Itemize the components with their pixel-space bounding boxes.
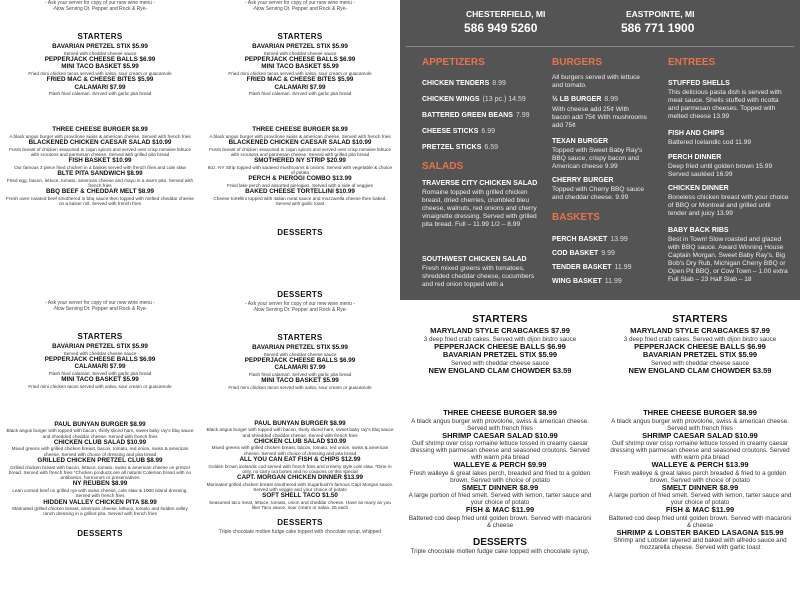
menu-item [0,356,200,364]
dark-menu-item-name: CHEESE STICKS [422,128,479,135]
wine-note: - Ask your server for copy of our new wine menu - [44,300,156,306]
menu-item-name: PEPPERJACK CHEESE BALLS $6.99 [244,356,356,364]
drink-note: -Now Serving Dr. Pepper and Rock & Rye- [52,6,148,12]
menu-item-name: BAVARIAN PRETZEL STIX $5.99 [442,350,558,359]
menu-item-desc: Served with cheddar cheese sauce [450,359,549,367]
menu-item [400,484,600,507]
burger-texan-desc: Topped with Sweet Baby Ray's BBQ sauce, crispy bacon and American cheese 9.99 [552,147,643,170]
menu-item [200,357,400,365]
menu-item-name: SMOTHERED NY STRIP $20.99 [254,157,346,165]
menu-item-desc: Fresh oven roasted beef smothered in bbq sauce then topped with melted cheddar cheese on a kaiser roll. Served with french fries [6,195,194,206]
menu-item [400,409,600,432]
menu-item-desc: Fried mini chicken tacos served with salsa, sour cream or guacamole [228,70,372,76]
menu-item-name: NEW ENGLAND CLAM CHOWDER $3.59 [628,365,772,375]
menu-item-desc: Fried mini chicken tacos served with salsa, sour cream or guacamole [228,384,372,390]
menu-item-desc: Marinated grilled chicken breast smothered with Sugarbush's famous Capt Morgan sauce. Served with veggie and your choice of potato [206,481,394,492]
burger-half-lb-desc: With cheese add 25¢ With bacon add 75¢ With mushrooms add 75¢ [552,106,647,129]
starters-list [400,327,600,375]
menu-item-desc: Fresh breast of chicken seasoned in cajun spices and served over crisp romaine lettuce with croutons and parmesan cheese. Served with grilled pita bread [9,146,191,157]
menu-item-name: PERCH & PIEROGI COMBO $13.99 [248,175,352,183]
burgers-intro: All burgers served with lettuce and tomato. [552,74,640,89]
menu-item-name: SMELT DINNER $8.99 [461,482,539,492]
entree-chicken-dinner-desc: Boneless chicken breast with your choice of BBQ or Montreal and grilled until tender and juicy 13.99 [668,194,789,217]
menu-item [200,364,400,377]
menu-item-desc: Gulf shrimp over crisp romaine lettuce tossed in creamy caesar dressing with parmesan cheese and seasoned croutons. Served with warm pita bread [610,440,790,461]
desserts-line: Triple chocolate molten fudge cake topped with chocolate syrup, whipped [218,529,382,536]
menu-item-name: BAVARIAN PRETZEL STIX $5.99 [252,344,348,351]
drink-note: -Now Serving Dr. Pepper and Rock & Rye- [252,307,348,313]
menu-item-name: CHICKEN CLUB SALAD $10.99 [53,438,147,446]
menu-item-name: SHRIMP CAESAR SALAD $10.99 [442,430,558,440]
menu-item-desc: Mixed greens with grilled chicken breast, bacon, tomato, red onion, swiss & american cheese. Served with choice of dressing and pita bread [211,445,389,456]
menu-item-name: BBQ BEEF & CHEDDAR MELT $8.99 [46,188,154,196]
dark-menu-item [552,236,628,243]
menu-item [0,439,200,457]
menu-item-name: WALLEYE & PERCH $13.99 [651,460,749,469]
menu-item [600,409,800,432]
desserts-heading: DESSERTS [277,228,323,238]
desserts-heading-top: DESSERTS [277,290,323,299]
burger-cherry-desc: Topped with Cherry BBQ sauce and cheddar cheese. 9.99 [552,186,644,201]
wine-note: - Ask your server for copy of our new wine menu - [244,0,356,6]
dark-menu-item [422,128,495,135]
menu-item-desc: A black angus burger with provolone, swiss & american cheese. Served with french fries [411,417,589,432]
menu-item-name: THREE CHEESE BURGER $8.99 [643,408,757,417]
menu-item-desc: Fresh walleye & great lakes perch breaded & fried to a golden brown. Served with choice of potato [613,469,787,484]
menu-item-name: MINI TACO BASKET $5.99 [61,63,139,71]
entree-stuffed-shells-desc: This delicious pasta dish is served with meat sauce. Shells stuffed with ricotta and parmesan cheeses. Topped with melted cheese 13.99 [668,89,782,120]
dark-menu-item-name: TENDER BASKET [552,264,612,271]
starters-heading: STARTERS [77,332,123,341]
entree-baby-back-ribs-desc: Best in Town! Slow roasted and glazed with BBQ sauce. Award Winning House Captain Morgan, Sweet Baby Ray's, Big Bob's Dry Rub, Michigan Cherry BBQ or Open Pit BBQ, or Cow Town – 1.00 extra Full Slab – 23 Half Slab – 18 [668,236,788,283]
dark-menu-item [422,112,530,119]
menu-item-name: CALAMARI $7.99 [274,83,326,91]
dark-menu-item-name: PERCH BASKET [552,236,608,243]
menu-item-desc: Mixed greens with grilled chicken breast, bacon, tomato, red onion, swiss & american cheese. Served with choice of dressing and pita bread [11,446,189,457]
menu-item-name: PEPPERJACK CHEESE BALLS $6.99 [434,341,566,351]
menu-item-name: SMELT DINNER $8.99 [661,482,739,492]
menu-item [0,126,200,139]
menu-item-name: THREE CHEESE BURGER $8.99 [252,126,348,134]
menu-item-name: MINI TACO BASKET $5.99 [261,377,339,385]
mains-list [400,409,600,529]
menu-item-name: CALAMARI $7.99 [274,364,326,372]
starters-list [600,327,800,375]
menu-item [0,139,200,157]
menu-item-name: BAKED CHEESE TORTELLINI $10.99 [245,188,355,196]
desserts-line: Triple chocolate molten fudge cake topped with chocolate syrup, [410,547,590,555]
menu-item [200,474,400,492]
dark-menu-item-price: 6.59 [484,144,499,151]
menu-item-name: THREE CHEESE BURGER $8.99 [443,408,557,417]
menu-item-name: MINI TACO BASKET $5.99 [61,376,139,384]
menu-item [0,343,200,356]
menu-item-desc: Fried lake perch and assorted pierogies. Served with a side of veggies [227,182,373,188]
menu-item [600,484,800,507]
entrees-heading: ENTREES [668,57,716,68]
location-chesterfield: CHESTERFIELD, MI [466,9,546,19]
menu-item-name: FRIED MAC & CHEESE BITES $5.99 [246,76,354,84]
menu-item [600,529,800,552]
drink-note: -Now Serving Dr. Pepper and Rock & Rye- [52,306,148,312]
menu-item-name: GRILLED CHICKEN PRETZEL CLUB $8.99 [37,457,163,465]
menu-item-name: CALAMARI $7.99 [74,363,126,371]
salad-southwest-desc: Fresh mixed greens with tomatoes, shredded cheddar cheese, cucumbers and red onion topped with a [422,265,535,288]
menu-item-name: FISH & MAC $11.99 [665,505,735,514]
dark-menu-item [552,264,632,271]
menu-item-name: HIDDEN VALLEY CHICKEN PITA $8.99 [43,498,157,506]
menu-panel-bottom-left [0,300,200,600]
menu-item-desc: Marinated grilled chicken breast, american cheese, lettuce, tomato and hidden valley ranch dressing in a grilled pita. Served with french fries [12,506,188,517]
menu-item [200,438,400,456]
menu-item [0,157,200,170]
menu-item-name: BAVARIAN PRETZEL STIX $5.99 [252,43,348,50]
menu-item-name: BAVARIAN PRETZEL STIX $5.99 [52,343,148,350]
menu-item-name: PEPPERJACK CHEESE BALLS $6.99 [44,355,156,363]
menu-item-desc: A black angus burger with provolone swiss & american cheese. Served with french fries [9,133,191,139]
entree-fish-chips-desc: Battered Icelandic cod 11.99 [668,139,752,146]
menu-item [0,499,200,517]
menu-item-name: NY REUBEN $8.99 [72,480,128,488]
menu-item-desc: Fried mini chicken tacos served with salsa, sour cream or guacamole [28,383,172,389]
menu-item [0,421,200,439]
menu-item-name: THREE CHEESE BURGER $8.99 [52,126,148,134]
desserts-heading: DESSERTS [277,518,323,528]
menu-item [200,377,400,390]
menu-item-desc: Gulf shrimp over crisp romaine lettuce tossed in creamy caesar dressing with parmesan cheese and seasoned croutons. Served with warm pita bread [410,440,590,461]
dark-menu-item-price: (13 pc.) 14.59 [482,96,526,103]
salad-traverse-city-desc: Romaine topped with grilled chicken breast, dried cherries, crumbled bleu cheese, walnuts, red onions and cherry vinaigrette dressing. Served with grilled pita bread. Full – 11.99 1/2 – 8.99 [422,189,537,228]
burger-half-lb [552,96,618,103]
menu-item [600,367,800,376]
menu-item [200,76,400,84]
menu-item [0,457,200,480]
entree-baby-back-ribs: BABY BACK RIBS [668,227,729,234]
menu-item-name: FRIED MAC & CHEESE BITES $5.99 [46,76,154,84]
starters-list [0,343,200,389]
menu-item-desc: Fresh walleye & great lakes perch, breaded and fried to a golden brown. Served with choice of potato [409,469,591,484]
menu-item [200,84,400,97]
menu-item-desc: Flash fried calamari. Served with garlic pita bread [248,371,352,377]
phone-eastpointe: 586 771 1900 [621,21,695,35]
starters-list [200,344,400,390]
burgers-heading: BURGERS [552,57,603,68]
menu-item [200,139,400,157]
menu-item-desc: Our famous 3 piece fried chicken in a basket served with french fries and cole slaw [14,164,186,170]
starters-heading: STARTERS [472,314,528,325]
menu-item-desc: A black angus burger with provolone, swiss & american cheese. Served with french fries [611,417,789,432]
menu-item [200,456,400,474]
menu-item [600,351,800,367]
menu-item [0,188,200,206]
menu-item-name: PEPPERJACK CHEESE BALLS $6.99 [634,341,766,351]
menu-item-name: CHICKEN CLUB SALAD $10.99 [253,437,347,445]
dark-menu-item-name: BATTERED GREEN BEANS [422,112,513,119]
menu-item [400,351,600,367]
starters-heading: STARTERS [277,333,323,342]
menu-item-desc: Lean corned beef on grilled rye with swiss cheese, cole slaw & 1000 island dressing. Served with french fries [12,487,188,499]
mains-list [200,126,400,206]
menu-item-desc: Fried egg, bacon, lettuce, tomato, american cheese and mayo in a warm pita. Served with french fries [6,177,194,188]
entree-perch-dinner: PERCH DINNER [668,154,722,161]
appetizers-heading: APPETIZERS [422,57,485,68]
menu-item [0,376,200,389]
menu-item-desc: 3 deep fried crab cakes. Served with dijon bistro sauce [623,335,777,343]
entree-fish-chips: FISH AND CHIPS [668,130,725,137]
menu-item [200,175,400,188]
menu-item [200,157,400,175]
menu-item-desc: Battered cod deep fried until golden brown. Served with macaroni & cheese [408,514,592,529]
dark-menu-item [422,96,526,103]
menu-item-name: BAVARIAN PRETZEL STIX $5.99 [52,43,148,50]
dark-menu-item-name: WING BASKET [552,278,602,285]
menu-panel-top-middle [200,0,400,300]
menu-item-desc: Flash fried calamari. Served with garlic pita bread [48,370,152,376]
menu-item-name: BLACKENED CHICKEN CAESAR SALAD $10.99 [228,139,372,147]
desserts-heading: DESSERTS [77,528,123,538]
menu-item-name: FISH & MAC $11.99 [465,505,535,514]
menu-item-name: CALAMARI $7.99 [74,83,126,91]
menu-panel-bottom-middle [200,290,400,600]
menu-item-desc: Golden brown icelandic cod served with french fries and creamy style cole slaw. *Dine in only, no carry out bones and no coupons on this special [208,463,392,474]
baskets-heading: BASKETS [552,212,600,223]
menu-item-desc: Grilled chicken breast with bacon, lettuce, tomato, swiss & american cheese on pretzel bread. Served with french fries *Chicken products are all natural Coleman brand with no antibiotics, hormones or preservatives [8,464,192,481]
menu-item [400,432,600,462]
dark-menu-item-price: 11.99 [614,264,632,271]
menu-item-name: PAUL BUNYAN BURGER $8.99 [254,419,346,427]
menu-panel-bottom-right-2 [600,300,800,600]
menu-item-name: FISH BASKET $10.99 [68,157,132,165]
dark-menu-item-name: CHICKEN TENDERS [422,80,490,87]
menu-item-desc: Flash fried calamari. Served with garlic pita bread [48,91,152,97]
menu-item [400,367,600,376]
wine-note: - Ask your server for copy of our new wine menu - [44,0,156,6]
menu-item [0,56,200,64]
menu-item [0,43,200,56]
menu-item [0,84,200,97]
mains-list [0,126,200,206]
dark-menu-item [422,144,498,151]
mains-list [600,409,800,551]
menu-panel-top-left [0,0,200,300]
menu-item [0,76,200,84]
menu-item-desc: Fried mini chicken tacos served with salsa, sour cream or guacamole [28,70,172,76]
menu-item [400,461,600,484]
menu-item-desc: A large portion of fried smelt. Served with lemon, tarter sauce and your choice of potato [608,492,792,506]
menu-item-desc: 8oz. NY Strip topped with sauteed mushrooms & onions. Served with vegetable & choice of potato [207,164,393,176]
menu-item [200,420,400,438]
menu-item [200,56,400,64]
menu-item-name: BLACKENED CHICKEN CAESAR SALAD $10.99 [28,139,172,147]
burger-cherry: CHERRY BURGER [552,177,614,184]
menu-item [200,63,400,76]
salad-traverse-city: TRAVERSE CITY CHICKEN SALAD [422,180,538,187]
menu-item-desc: 3 deep fried crab cakes. Served with dijon bistro sauce [423,335,577,343]
dark-menu-item-price: 9.99 [601,250,615,257]
menu-panel-bottom-right-1 [400,300,600,600]
dark-menu-panel [400,0,800,300]
menu-item [400,506,600,529]
burger-half-lb-price: 8.99 [604,96,619,103]
menu-item-name: SHRIMP & LOBSTER BAKED LASAGNA $15.99 [616,527,784,537]
menu-item-name: MINI TACO BASKET $5.99 [261,63,339,71]
menu-item-name: WALLEYE & PERCH $9.99 [453,460,547,469]
phone-chesterfield: 586 949 5260 [464,21,538,35]
menu-item-name: NEW ENGLAND CLAM CHOWDER $3.59 [428,365,572,375]
menu-item [0,480,200,498]
menu-item [600,506,800,529]
menu-item-name: BAVARIAN PRETZEL STIX $5.99 [642,350,758,359]
menu-item-desc: A black angus burger with provolone swiss & american cheese. Served with french fries [209,133,391,139]
menu-item [0,363,200,376]
menu-item-desc: Battered cod deep fried until golden brown. Served with macaroni & cheese [608,514,792,529]
menu-item-name: MARYLAND STYLE CRABCAKES $7.99 [630,326,770,335]
starters-heading: STARTERS [672,314,728,325]
menu-item [0,170,200,188]
menu-item-name: CAPT. MORGAN CHICKEN DINNER $13.99 [237,474,363,482]
entree-perch-dinner-desc: Deep fried until golden brown 15.99 Served sautéed 16.99 [668,163,773,178]
starters-heading: STARTERS [77,32,123,41]
menu-item-desc: Black angus burger with topped with bacon, thinly sliced ham, sweet baby ray's bbq sauce and shredded cheddar cheese. Served with french fries [6,428,194,439]
drink-note: -Now Serving Dr. Pepper and Rock & Rye- [252,6,348,12]
starters-list [0,43,200,96]
entree-chicken-dinner: CHICKEN DINNER [668,185,729,192]
menu-item-desc: Black angus burger with topped with bacon, thinly sliced ham, sweet baby ray's bbq sauce and shredded cheddar cheese. Served with french fries [206,427,394,438]
dark-menu-item-price: 11.99 [604,278,622,285]
dark-menu-item-name: CHICKEN WINGS [422,96,480,103]
burger-texan: TEXAN BURGER [552,138,609,145]
dark-menu-item-price: 8.99 [492,80,506,87]
menu-item-desc: Seasoned taco meat, lettuce, tomato, onion and cheddar cheese. Have as many as you like! Taco sauce, sour cream or salsa .25 each [209,499,391,511]
dark-menu-item [552,278,622,285]
menu-item-desc: Served with cheddar cheese sauce [650,359,749,367]
wine-note: - Ask your server for copy of our new wine menu - [244,301,356,307]
dark-menu-item [422,80,506,87]
menu-item [200,188,400,206]
menu-item-desc: Cheese tortellini topped with italian meat sauce and mozzarella cheese then baked. Served with garlic toast [213,195,387,206]
dark-menu-item [552,250,615,257]
menu-item [200,492,400,510]
dark-menu-item-price: 6.99 [481,128,496,135]
menu-item-name: PEPPERJACK CHEESE BALLS $6.99 [244,55,356,63]
menu-item-desc: Served with cheddar cheese sauce [263,50,337,56]
menu-item [600,432,800,462]
salad-southwest: SOUTHWEST CHICKEN SALAD [422,256,527,263]
mains-list [200,420,400,510]
menu-item-name: BLTE PITA SANDWICH $8.99 [57,170,143,178]
menu-item-desc: Shrimp and Lobster layered and baked with alfredo sauce and mozzarella cheese. Served with garlic toast [613,537,787,551]
entree-stuffed-shells: STUFFED SHELLS [668,80,730,87]
menu-item [600,461,800,484]
menu-item-name: PEPPERJACK CHEESE BALLS $6.99 [44,55,156,63]
dark-menu-item-name: PRETZEL STICKS [422,144,482,151]
menu-item-desc: Served with cheddar cheese sauce [263,351,337,357]
menu-item [600,327,800,343]
menu-item [200,126,400,139]
menu-item-desc: Flash fried calamari. Served with garlic pita bread [248,91,352,97]
menu-item-name: ALL YOU CAN EAT FISH & CHIPS $12.99 [239,456,361,464]
menu-item-desc: Served with cheddar cheese sauce [63,50,137,56]
menu-item [400,327,600,343]
menu-item [0,63,200,76]
dark-menu-item-price: 7.99 [515,112,530,119]
location-eastpointe: EASTPOINTE, MI [626,9,695,19]
menu-item-desc: Served with cheddar cheese sauce [63,350,137,356]
menu-item [200,344,400,357]
salads-heading: SALADS [422,161,464,172]
starters-list [200,43,400,96]
starters-heading: STARTERS [277,32,323,41]
divider [406,46,794,47]
mains-list [0,421,200,517]
menu-item-desc: Fresh breast of chicken seasoned in cajun spices and served over crisp romaine lettuce with croutons and parmesan cheese. Served with grilled pita bread [209,146,391,157]
menu-item-desc: A large portion of fried smelt. Served with lemon, tarter sauce and your choice of potato [408,492,592,506]
desserts-heading: DESSERTS [473,536,527,548]
menu-item-name: MARYLAND STYLE CRABCAKES $7.99 [430,326,570,335]
menu-item-name: PAUL BUNYAN BURGER $8.99 [54,420,146,428]
menu-item [200,43,400,56]
burger-half-lb-name: ½ LB BURGER [552,96,602,103]
menu-item-name: SHRIMP CAESAR SALAD $10.99 [642,430,758,440]
dark-menu-item-price: 13.99 [610,236,628,243]
menu-item-name: SOFT SHELL TACO $1.50 [262,492,338,500]
dark-menu-item-name: COD BASKET [552,250,599,257]
